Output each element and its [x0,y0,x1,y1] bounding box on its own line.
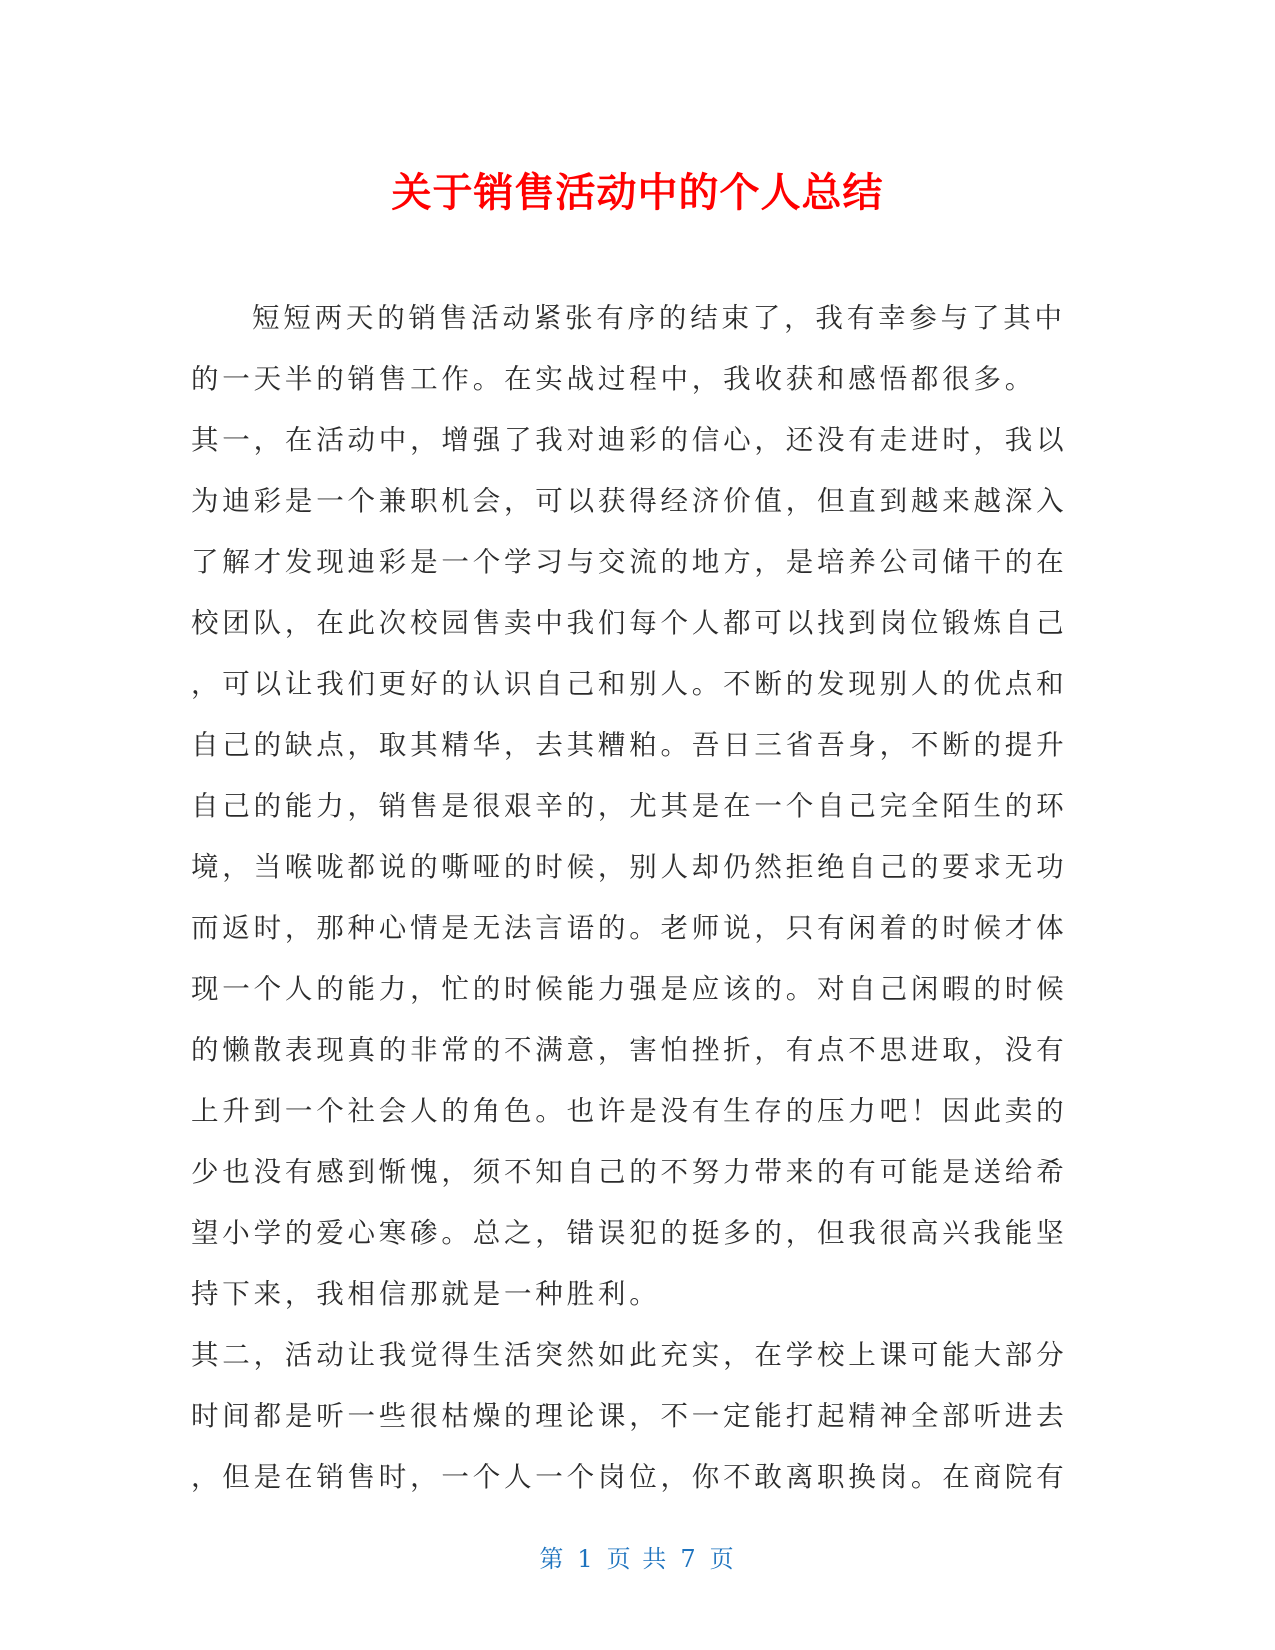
body-line: 了解才发现迪彩是一个学习与交流的地方，是培养公司储干的在 [191,546,1068,578]
body-line: 时间都是听一些很枯燥的理论课，不一定能打起精神全部听进去 [191,1400,1068,1432]
body-line: 少也没有感到惭愧，须不知自己的不努力带来的有可能是送给希 [191,1156,1068,1188]
body-line: 的懒散表现真的非常的不满意，害怕挫折，有点不思进取，没有 [191,1034,1068,1066]
body-line: 境，当喉咙都说的嘶哑的时候，别人却仍然拒绝自己的要求无功 [191,851,1068,883]
page-footer [0,1542,1275,1576]
footer-middle: 页 共 [606,1545,669,1573]
footer-prefix: 第 [539,1545,566,1573]
body-line: 而返时，那种心情是无法言语的。老师说，只有闲着的时候才体 [191,912,1068,944]
footer-suffix: 页 [709,1545,736,1573]
body-line: 的一天半的销售工作。在实战过程中，我收获和感悟都很多。 [191,363,1037,395]
body-line: 校团队，在此次校园售卖中我们每个人都可以找到岗位锻炼自己 [191,607,1068,639]
footer-total-pages: 7 [680,1545,698,1573]
body-line: 望小学的爱心寒碜。总之，错误犯的挺多的，但我很高兴我能坚 [191,1217,1068,1249]
body-line: 其一，在活动中，增强了我对迪彩的信心，还没有走进时，我以 [191,424,1068,456]
body-line: 为迪彩是一个兼职机会，可以获得经济价值，但直到越来越深入 [191,485,1068,517]
body-line: 自己的能力，销售是很艰辛的，尤其是在一个自己完全陌生的环 [191,790,1068,822]
body-line: ，可以让我们更好的认识自己和别人。不断的发现别人的优点和 [191,668,1068,700]
body-line: 自己的缺点，取其精华，去其糟粕。吾日三省吾身，不断的提升 [191,729,1068,761]
document-title: 关于销售活动中的个人总结 [391,170,884,216]
document-body [191,288,1071,1508]
body-line: ，但是在销售时，一个人一个岗位，你不敢离职换岗。在商院有 [191,1461,1068,1493]
body-line: 上升到一个社会人的角色。也许是没有生存的压力吧！因此卖的 [191,1095,1068,1127]
body-line: 其二，活动让我觉得生活突然如此充实，在学校上课可能大部分 [191,1339,1068,1371]
body-line: 现一个人的能力，忙的时候能力强是应该的。对自己闲暇的时候 [191,973,1068,1005]
footer-current-page: 1 [577,1545,595,1573]
body-line: 持下来，我相信那就是一种胜利。 [191,1278,661,1310]
body-line: 短短两天的销售活动紧张有序的结束了，我有幸参与了其中 [252,302,1066,334]
